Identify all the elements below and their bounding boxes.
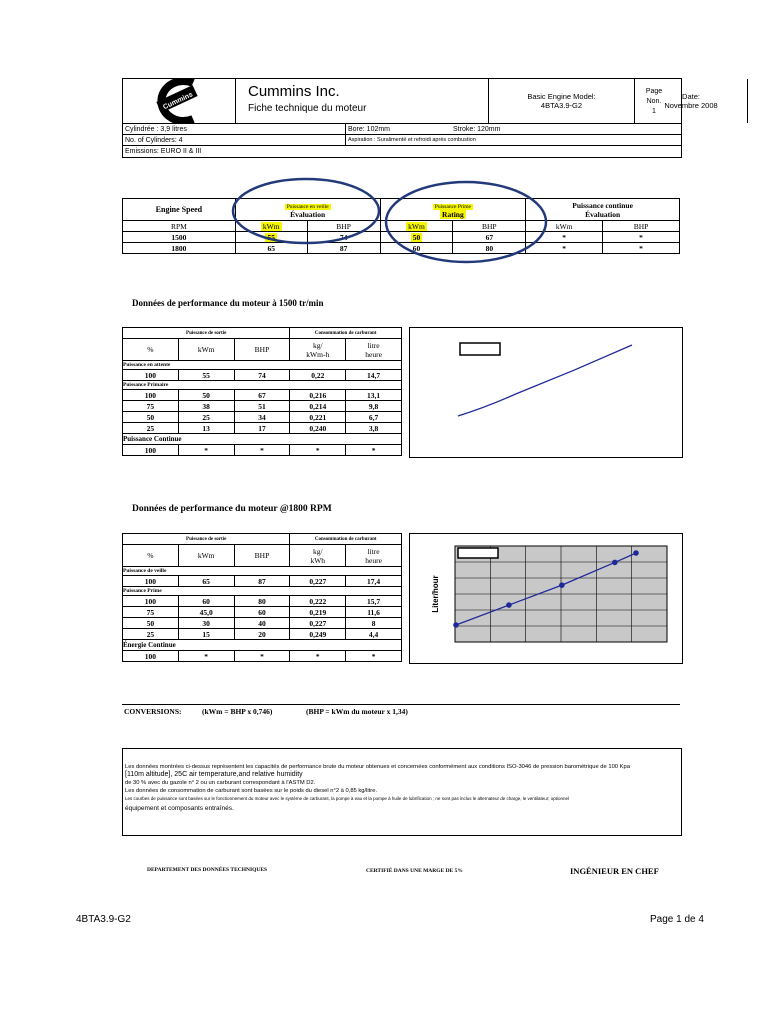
note-line: de 30 % avec du gazole n° 2 ou un carburant correspondant à l'ASTM D2. [125, 780, 316, 786]
prime-header: Puissance Prime Rating [380, 199, 526, 221]
table-row: 100 * * * * [123, 651, 402, 662]
table-row: 100 65 87 0,227 17,4 [123, 576, 402, 587]
model-value: 4BTA3.9-G2 [540, 101, 583, 110]
table-row: 50 30 40 0,227 8 [123, 618, 402, 629]
chart-1500-svg [410, 328, 682, 457]
col-percent: % [123, 339, 179, 361]
note-line: équipement et composants entraînés. [125, 805, 234, 812]
date-value: Novembre 2008 [664, 101, 718, 110]
table-row: 75 45,0 60 0,219 11,6 [123, 607, 402, 618]
continuous-header: Puissance continue Évaluation [526, 199, 680, 221]
cell: 1500 [123, 232, 236, 243]
section-prime: Puissance Primaire [123, 381, 402, 390]
fuel-group-header: Consommation de carburant [290, 534, 402, 545]
rating-col-headers [123, 221, 680, 232]
cell: 50 [380, 232, 453, 243]
table-row: 100 * * * * [123, 445, 402, 456]
cell: 1800 [123, 243, 236, 254]
data-point [612, 560, 618, 566]
col-kwm: kWm [235, 221, 307, 232]
chart-legend-box [458, 548, 498, 558]
chart-1800 [409, 533, 683, 664]
chart-legend-box [460, 343, 500, 355]
stroke-text: Stroke: 120mm [453, 126, 501, 133]
col-litre-heure: litre heure [346, 339, 402, 361]
col-bhp: BHP [603, 221, 680, 232]
date-label: Date: [682, 92, 700, 101]
note-line: Les données de consommation de carburant sont basées sur le poids du diesel n°2 à 0,85 kg/litre. [125, 788, 378, 794]
section-prime: Puissance Prime [123, 587, 402, 596]
cell: 67 [453, 232, 526, 243]
doc-subtitle: Fiche technique du moteur [248, 103, 367, 114]
table-row: 100 55 74 0,22 14,7 [123, 370, 402, 381]
notes-box [122, 748, 682, 836]
col-rpm: RPM [123, 221, 236, 232]
col-bhp: BHP [307, 221, 380, 232]
table-row: 50 25 34 0,221 6,7 [123, 412, 402, 423]
engine-speed-header: Engine Speed [123, 199, 236, 221]
cell: 55 [235, 232, 307, 243]
rating-row-1800 [123, 243, 680, 254]
col-litre-heure: litre heure [346, 545, 402, 567]
page-label: Page [645, 88, 663, 95]
table-row: 25 15 20 0,249 4,4 [123, 629, 402, 640]
conversion-bhp: (BHP = kWm du moteur x 1,34) [306, 707, 408, 716]
cell: * [526, 232, 603, 243]
table-row: 100 50 67 0,216 13,1 [123, 390, 402, 401]
cell: 65 [235, 243, 307, 254]
col-kwm: kWm [178, 545, 234, 567]
page-cell [629, 87, 679, 117]
svg-text:Cummins: Cummins [162, 91, 194, 112]
note-line: Les courbes de puissance sont basées sur le fonctionnement du moteur avec le système de carburant, la pompe à eau et la pompe à huile de lubrification ; ne sont pas inclus le alternateur de charge, le ventilateur; optionnel [125, 796, 570, 801]
footer-page-number: Page 1 de 4 [650, 914, 704, 925]
col-kwm: kWm [526, 221, 603, 232]
cell: * [603, 232, 680, 243]
table-row: 100 60 80 0,222 15,7 [123, 596, 402, 607]
table-row: 25 13 17 0,240 3,8 [123, 423, 402, 434]
perf1500-table [122, 327, 402, 456]
perf1800-heading: Données de performance du moteur @1800 RPM [132, 504, 332, 514]
col-kg-kwh: kg/ kWm-h [290, 339, 346, 361]
company-cell [236, 79, 489, 123]
company-name: Cummins Inc. [248, 83, 340, 100]
emissions-text: Emissions: EURO II & III [125, 148, 202, 155]
data-point [453, 622, 459, 628]
footer-chief-engineer: INGÉNIEUR EN CHEF [570, 866, 659, 876]
cell: * [603, 243, 680, 254]
cell: 60 [380, 243, 453, 254]
chart-1800-svg [410, 534, 682, 663]
spec-row-3 [123, 145, 681, 157]
note-line: [110m altitude], 25C air temperature,and relative humidity [125, 771, 303, 778]
chart-1500 [409, 327, 683, 458]
standby-header: Puissance en veille Évaluation [235, 199, 380, 221]
footer-certified: CERTIFIÉ DANS UNE MARGE DE 5% [366, 868, 463, 874]
conversions-rule [122, 704, 680, 705]
page-value-2: 1 [652, 108, 656, 115]
col-kg-kwh: kg/ kWh [290, 545, 346, 567]
col-percent: % [123, 545, 179, 567]
footer-department: DEPARTEMENT DES DONNÉES TECHNIQUES [147, 867, 268, 873]
note-line: Les données montrées ci-dessus représentent les capacités de performance brute du moteur obtenues et concernées conformément aux conditions ISO-3046 de pression barométrique de 100 Kpa [125, 764, 630, 770]
cell: 74 [307, 232, 380, 243]
aspiration-text: Aspiration : Suralimenté et refroidi après combustion [345, 135, 476, 146]
rating-row-1500 [123, 232, 680, 243]
fuel-group-header: Consommation de carburant [290, 328, 402, 339]
page-value-1: Non. [646, 98, 662, 105]
cell: 87 [307, 243, 380, 254]
cell: 80 [453, 243, 526, 254]
col-kwm: kWm [380, 221, 453, 232]
output-group-header: Puissance de sortie [123, 534, 290, 545]
section-standby: Puissance de veille [123, 567, 402, 576]
section-standby: Puissance en attente [123, 361, 402, 370]
data-point [559, 582, 565, 588]
y-axis-label: Liter/hour [431, 575, 440, 613]
col-bhp: BHP [453, 221, 526, 232]
footer-doc-id: 4BTA3.9-G2 [76, 914, 131, 925]
data-point [633, 550, 639, 556]
cummins-logo [123, 79, 236, 123]
conversions-label: CONVERSIONS: [124, 707, 182, 716]
perf1500-heading: Données de performance du moteur à 1500 tr/min [132, 298, 324, 308]
model-cell [489, 79, 635, 123]
bore-text: Bore: 102mm [345, 124, 390, 135]
perf1800-table [122, 533, 402, 662]
col-bhp: BHP [234, 545, 290, 567]
section-continuous: Puissance Continue [123, 434, 402, 445]
cell: * [526, 243, 603, 254]
header-block [122, 78, 718, 158]
col-kwm: kWm [178, 339, 234, 361]
data-point [506, 602, 512, 608]
model-label: Basic Engine Model: [527, 92, 596, 101]
rating-table [122, 198, 680, 254]
col-bhp: BHP [234, 339, 290, 361]
table-row: 75 38 51 0,214 9,8 [123, 401, 402, 412]
cylinders-text: No. of Cylinders: 4 [125, 137, 183, 144]
section-continuous: Énergie Continue [123, 640, 402, 651]
displacement-text: Cylindrée : 3,9 litres [125, 126, 187, 133]
conversion-kwm: (kWm = BHP x 0,746) [202, 707, 273, 716]
output-group-header: Puissance de sortie [123, 328, 290, 339]
